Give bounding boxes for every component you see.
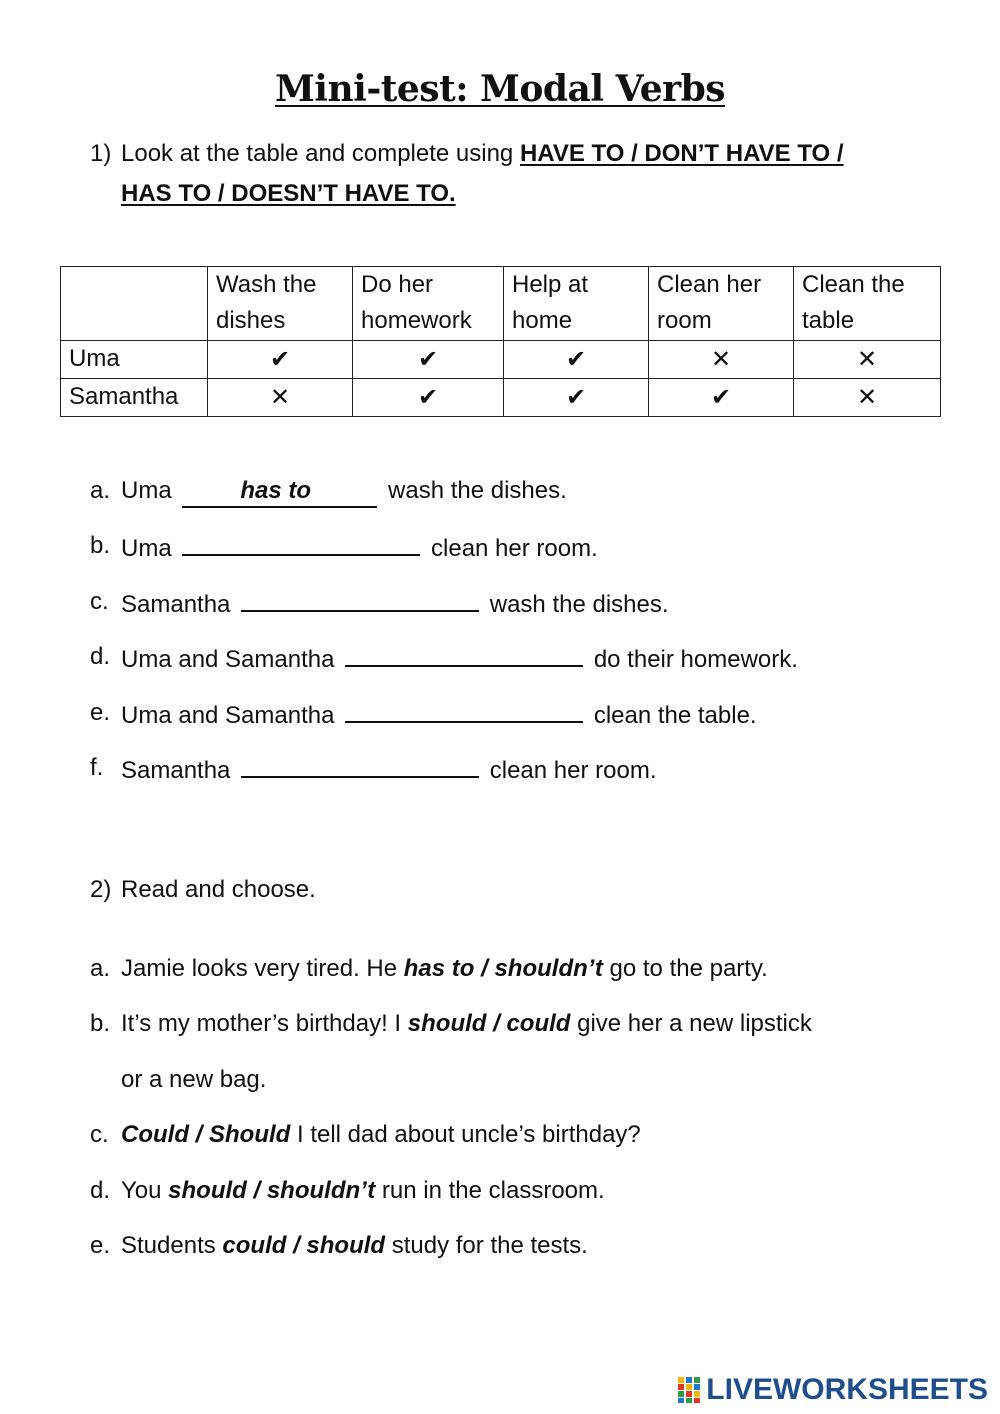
liveworksheets-icon: [678, 1377, 702, 1403]
choice-options[interactable]: should / could: [407, 1010, 571, 1037]
mark-cell: ✔: [504, 341, 649, 379]
mark-cell: ✔: [504, 379, 649, 417]
exercise2-item-d: [121, 1171, 605, 1211]
exercise2-item-a: [121, 949, 768, 989]
item-text-after: give her a new lipstick: [570, 1010, 812, 1037]
item-label: a.: [90, 477, 111, 504]
section1-options-line2: [121, 174, 456, 214]
item-rest: clean the table.: [593, 702, 757, 729]
answer-field[interactable]: [241, 748, 479, 778]
table-header-cell: Clean her room: [649, 267, 794, 341]
table-header-row: [61, 267, 941, 341]
row-name-cell: Uma: [61, 341, 208, 379]
exercise1-item-d: [121, 637, 798, 680]
item-label: b.: [90, 1010, 111, 1037]
section1-options-line2-text: HAS TO / DOESN’T HAVE TO.: [121, 180, 456, 207]
item-text-before: It’s my mother’s birthday! I: [121, 1010, 408, 1037]
section1-number: 1): [90, 140, 112, 167]
section1-options-line1: HAVE TO / DON’T HAVE TO /: [519, 140, 844, 167]
table-header-cell: [61, 267, 208, 341]
mark-cell: ✔: [353, 379, 504, 417]
item-subject: Uma and Samantha: [121, 646, 335, 673]
item-text-before: Jamie looks very tired. He: [121, 955, 404, 982]
page-title: Mini-test: Modal Verbs: [274, 68, 726, 110]
answer-field[interactable]: [182, 526, 420, 556]
choice-options[interactable]: should / shouldn’t: [168, 1177, 376, 1204]
item-rest: clean her room.: [489, 757, 657, 784]
exercise2-item-b: [121, 1004, 812, 1044]
item-label: c.: [90, 588, 109, 615]
mark-cell: ✕: [794, 379, 941, 417]
answer-field[interactable]: [345, 637, 583, 667]
liveworksheets-wordmark: LIVEWORKSHEETS: [706, 1373, 988, 1406]
item-text-after: I tell dad about uncle’s birthday?: [290, 1121, 641, 1148]
mark-cell: ✔: [208, 341, 353, 379]
exercise2-item-c: [121, 1115, 641, 1155]
item-subject: Uma: [121, 535, 172, 562]
item-text-after: run in the classroom.: [375, 1177, 605, 1204]
table-header-cell: Wash the dishes: [208, 267, 353, 341]
item-label: f.: [90, 754, 104, 781]
choice-options[interactable]: has to / shouldn’t: [403, 955, 603, 982]
item-rest: wash the dishes.: [489, 591, 669, 618]
table-row: [61, 341, 941, 379]
item-label: e.: [90, 699, 111, 726]
item-label: d.: [90, 1177, 111, 1204]
exercise2-item-b-continued: or a new bag.: [121, 1066, 267, 1093]
section2-number: 2): [90, 876, 112, 903]
item-label: d.: [90, 643, 111, 670]
item-text-before: Students: [121, 1232, 223, 1259]
section1-instruction-text: Look at the table and complete using: [121, 140, 520, 167]
item-text-after: study for the tests.: [385, 1232, 588, 1259]
item-label: e.: [90, 1232, 111, 1259]
item-label: c.: [90, 1121, 109, 1148]
exercise1-item-e: [121, 693, 757, 736]
answer-field[interactable]: [241, 582, 479, 612]
answer-field[interactable]: [345, 693, 583, 723]
item-rest: do their homework.: [593, 646, 798, 673]
table-header-cell: Do her homework: [353, 267, 504, 341]
answer-field[interactable]: has to: [182, 476, 377, 508]
choice-options[interactable]: Could / Should: [121, 1121, 291, 1148]
item-subject: Samantha: [121, 591, 231, 618]
table-header-cell: Clean the table: [794, 267, 941, 341]
item-text-after: go to the party.: [602, 955, 768, 982]
mark-cell: ✕: [649, 341, 794, 379]
table-row: [61, 379, 941, 417]
mark-cell: ✕: [794, 341, 941, 379]
item-subject: Uma: [121, 477, 172, 504]
mark-cell: ✔: [353, 341, 504, 379]
choice-options[interactable]: could / should: [222, 1232, 386, 1259]
exercise2-item-e: [121, 1226, 588, 1266]
exercise1-item-a: [121, 471, 567, 511]
item-subject: Samantha: [121, 757, 231, 784]
section1-instruction: [121, 134, 844, 174]
row-name-cell: Samantha: [61, 379, 208, 417]
liveworksheets-logo: [678, 1372, 988, 1408]
table-header-cell: Help at home: [504, 267, 649, 341]
item-rest: wash the dishes.: [388, 477, 567, 504]
item-label: a.: [90, 955, 111, 982]
section2-instruction: Read and choose.: [121, 876, 316, 903]
mark-cell: ✕: [208, 379, 353, 417]
item-label: b.: [90, 532, 111, 559]
item-text-before: You: [121, 1177, 169, 1204]
exercise1-item-f: [121, 748, 657, 791]
item-subject: Uma and Samantha: [121, 702, 335, 729]
exercise1-item-c: [121, 582, 669, 625]
exercise1-item-b: [121, 526, 598, 569]
mark-cell: ✔: [649, 379, 794, 417]
chores-table: [60, 266, 941, 417]
item-rest: clean her room.: [431, 535, 598, 562]
